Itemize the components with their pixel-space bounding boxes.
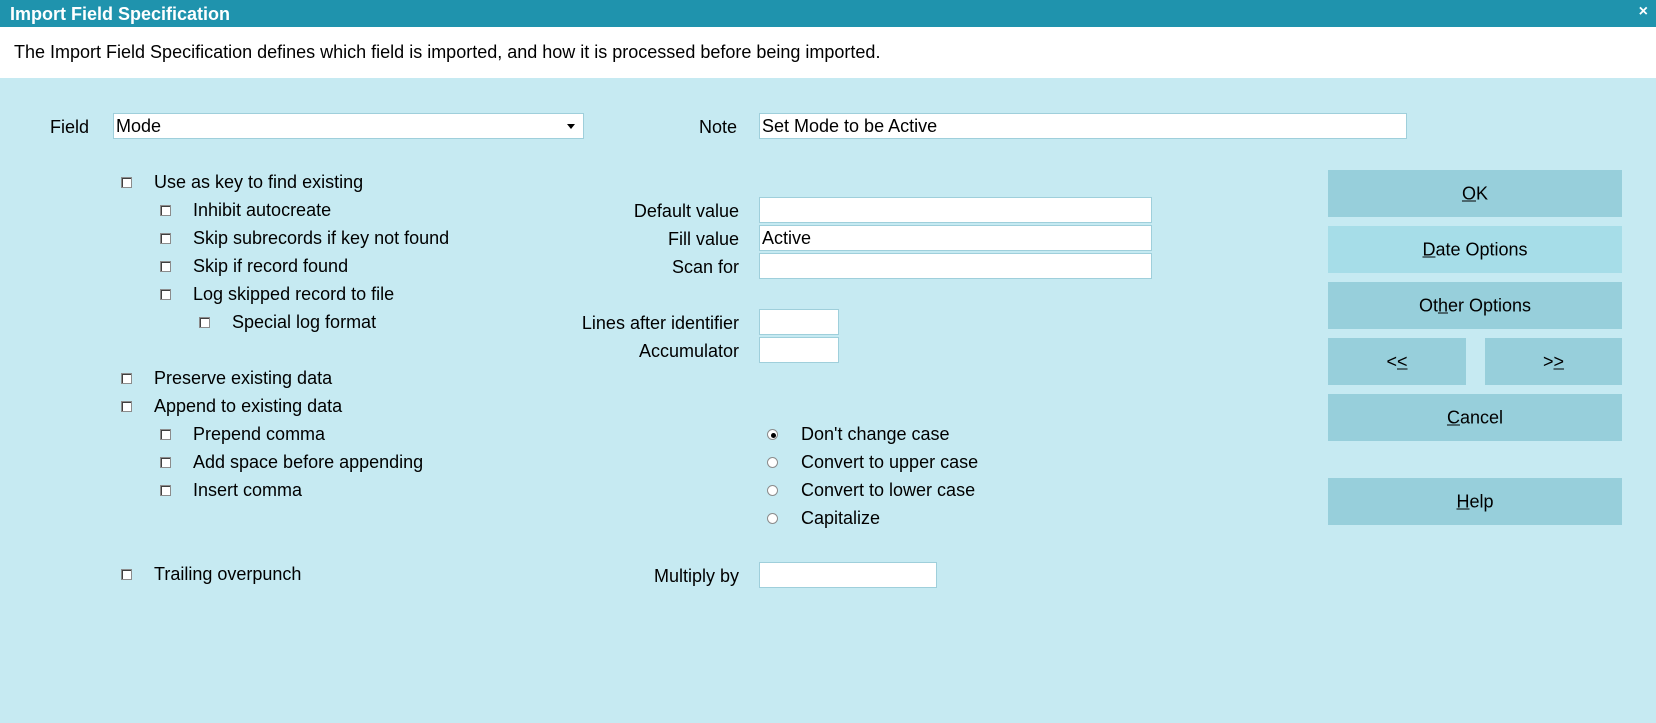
description-panel	[0, 27, 1656, 78]
other-options-button[interactable]: Other Options	[1328, 282, 1622, 329]
scan-for-input[interactable]	[759, 253, 1152, 279]
add-space-checkbox[interactable]	[160, 457, 171, 468]
inhibit-autocreate-checkbox[interactable]	[160, 205, 171, 216]
log-skipped-checkbox[interactable]	[160, 289, 171, 300]
chevron-down-icon[interactable]	[567, 124, 575, 129]
title-bar	[0, 0, 1656, 27]
close-icon[interactable]: ×	[1638, 3, 1648, 20]
default-value-label: Default value	[633, 201, 739, 221]
lines-after-input[interactable]	[759, 309, 839, 335]
description-text: The Import Field Specification defines which field is imported, and how it is processed before being imported.	[14, 42, 881, 62]
accumulator-input[interactable]	[759, 337, 839, 363]
insert-comma-checkbox[interactable]	[160, 485, 171, 496]
upper-case-radio[interactable]	[767, 457, 778, 468]
log-skipped-label: Log skipped record to file	[193, 284, 395, 304]
capitalize-radio[interactable]	[767, 513, 778, 524]
field-label: Field	[50, 117, 90, 137]
append-checkbox[interactable]	[121, 401, 132, 412]
insert-comma-label: Insert comma	[193, 480, 303, 500]
cancel-button[interactable]: Cancel	[1328, 394, 1622, 441]
multiply-by-input[interactable]	[759, 562, 937, 588]
multiply-by-label: Multiply by	[653, 566, 739, 586]
skip-if-found-checkbox[interactable]	[160, 261, 171, 272]
skip-subrecords-checkbox[interactable]	[160, 233, 171, 244]
field-select[interactable]	[113, 113, 584, 139]
help-button[interactable]: Help	[1328, 478, 1622, 525]
window-title: Import Field Specification	[10, 4, 231, 24]
upper-case-label: Convert to upper case	[801, 452, 979, 472]
fill-value-label: Fill value	[667, 229, 739, 249]
trailing-overpunch-label: Trailing overpunch	[154, 564, 302, 584]
capitalize-label: Capitalize	[801, 508, 881, 528]
accumulator-label: Accumulator	[638, 341, 739, 361]
trailing-overpunch-checkbox[interactable]	[121, 569, 132, 580]
previous-button[interactable]: <<	[1328, 338, 1466, 385]
lower-case-label: Convert to lower case	[801, 480, 976, 500]
append-label: Append to existing data	[154, 396, 343, 416]
skip-subrecords-label: Skip subrecords if key not found	[193, 228, 450, 248]
lines-after-label: Lines after identifier	[581, 313, 739, 333]
prepend-comma-checkbox[interactable]	[160, 429, 171, 440]
note-label: Note	[699, 117, 738, 137]
default-value-input[interactable]	[759, 197, 1152, 223]
use-as-key-label: Use as key to find existing	[154, 172, 364, 192]
special-log-checkbox[interactable]	[199, 317, 210, 328]
add-space-label: Add space before appending	[193, 452, 424, 472]
use-as-key-checkbox[interactable]	[121, 177, 132, 188]
preserve-checkbox[interactable]	[121, 373, 132, 384]
dont-change-case-label: Don't change case	[801, 424, 950, 444]
skip-if-found-label: Skip if record found	[193, 256, 349, 276]
prepend-comma-label: Prepend comma	[193, 424, 326, 444]
lower-case-radio[interactable]	[767, 485, 778, 496]
dont-change-case-radio[interactable]	[767, 429, 778, 440]
date-options-button[interactable]: Date Options	[1328, 226, 1622, 273]
inhibit-autocreate-label: Inhibit autocreate	[193, 200, 332, 220]
special-log-label: Special log format	[232, 312, 377, 332]
ok-button[interactable]: OK	[1328, 170, 1622, 217]
field-select-value: Mode	[116, 116, 162, 136]
scan-for-label: Scan for	[671, 257, 739, 277]
note-input[interactable]: Set Mode to be Active	[759, 113, 1407, 139]
preserve-label: Preserve existing data	[154, 368, 333, 388]
fill-value-input[interactable]: Active	[759, 225, 1152, 251]
next-button[interactable]: >>	[1485, 338, 1622, 385]
